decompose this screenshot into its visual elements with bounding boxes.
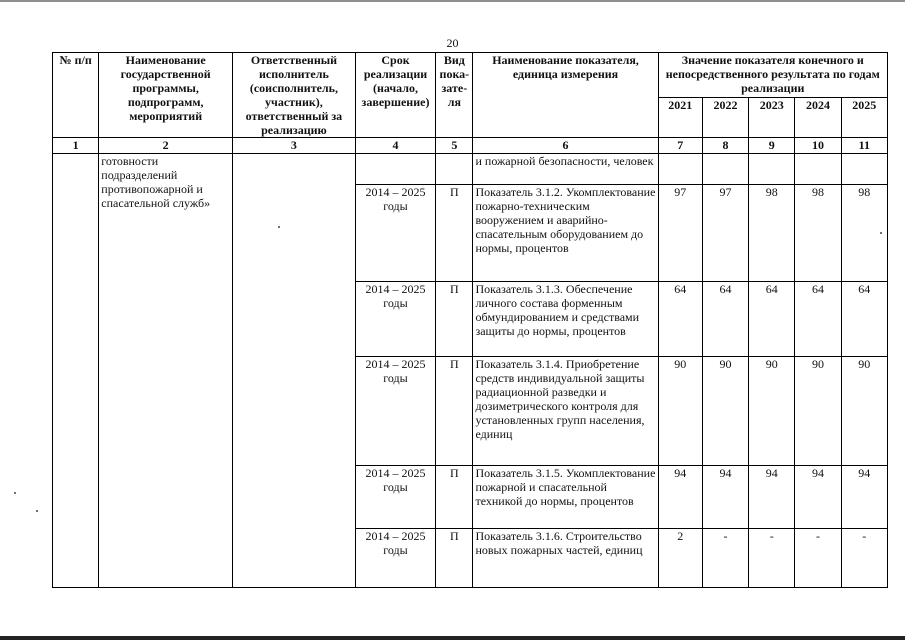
value-cell: 90 — [658, 357, 702, 466]
period-cell: 2014 – 2025 годы — [355, 185, 435, 282]
measure-name: готовности подразделений противопожарной и спасательной служб» — [99, 154, 233, 588]
type-cell — [436, 154, 473, 185]
header-indicator-name: Наименование показателя, единица измерения — [473, 53, 658, 138]
header-program-name: Наименование государственной программы, подпрограмм, мероприятий — [99, 53, 233, 138]
type-cell: П — [436, 357, 473, 466]
column-number: 11 — [841, 138, 887, 154]
type-cell: П — [436, 185, 473, 282]
executor-cell — [233, 154, 356, 588]
header-period: Срок реализации (начало, завершение) — [355, 53, 435, 138]
column-number: 4 — [355, 138, 435, 154]
scan-speck — [880, 232, 882, 234]
value-cell — [795, 154, 841, 185]
header-year: 2025 — [841, 98, 887, 138]
indicator-name: Показатель 3.1.2. Укомплектование пожарно-техническим вооружением и аварийно-спасательным оборудованием до нормы, процентов — [473, 185, 658, 282]
column-number: 9 — [749, 138, 795, 154]
value-cell — [749, 154, 795, 185]
header-year: 2023 — [749, 98, 795, 138]
value-cell: 97 — [702, 185, 748, 282]
value-cell: 97 — [658, 185, 702, 282]
column-number: 2 — [99, 138, 233, 154]
value-cell: 94 — [702, 466, 748, 529]
table-row — [53, 154, 888, 185]
value-cell: 98 — [749, 185, 795, 282]
value-cell: - — [749, 529, 795, 588]
value-cell: 64 — [702, 282, 748, 357]
header-number: № п/п — [53, 53, 99, 138]
header-year: 2024 — [795, 98, 841, 138]
value-cell — [702, 154, 748, 185]
value-cell: 64 — [658, 282, 702, 357]
indicators-table — [52, 52, 888, 588]
value-cell: 2 — [658, 529, 702, 588]
value-cell — [658, 154, 702, 185]
type-cell: П — [436, 529, 473, 588]
value-cell: 90 — [841, 357, 887, 466]
type-cell: П — [436, 282, 473, 357]
indicator-name: и пожарной безопасности, человек — [473, 154, 658, 185]
value-cell: 94 — [841, 466, 887, 529]
value-cell — [841, 154, 887, 185]
period-cell — [355, 154, 435, 185]
period-cell: 2014 – 2025 годы — [355, 466, 435, 529]
header-values: Значение показателя конечного и непосредственного результата по годам реализации — [658, 53, 887, 98]
scan-edge-bottom — [0, 636, 905, 640]
value-cell: 94 — [795, 466, 841, 529]
column-number: 7 — [658, 138, 702, 154]
value-cell: 90 — [795, 357, 841, 466]
value-cell: 94 — [749, 466, 795, 529]
value-cell: 64 — [749, 282, 795, 357]
header-year: 2022 — [702, 98, 748, 138]
scan-edge-top — [0, 0, 905, 2]
column-number: 3 — [233, 138, 356, 154]
row-number-cell — [53, 154, 99, 588]
value-cell: - — [795, 529, 841, 588]
value-cell: - — [841, 529, 887, 588]
type-cell: П — [436, 466, 473, 529]
value-cell: 94 — [658, 466, 702, 529]
page-number: 20 — [446, 36, 459, 50]
column-number: 8 — [702, 138, 748, 154]
scan-speck — [36, 510, 38, 512]
scan-speck — [14, 492, 16, 494]
period-cell: 2014 – 2025 годы — [355, 529, 435, 588]
header-year: 2021 — [658, 98, 702, 138]
value-cell: 98 — [795, 185, 841, 282]
indicator-name: Показатель 3.1.4. Приобретение средств индивидуальной защиты радиационной разведки и дозиметрического контроля для установленных групп населения, единиц — [473, 357, 658, 466]
indicator-name: Показатель 3.1.3. Обеспечение личного состава форменным обмундированием и средствами защиты до нормы, процентов — [473, 282, 658, 357]
value-cell: 90 — [749, 357, 795, 466]
column-number: 5 — [436, 138, 473, 154]
value-cell: - — [702, 529, 748, 588]
period-cell: 2014 – 2025 годы — [355, 357, 435, 466]
column-number: 1 — [53, 138, 99, 154]
value-cell: 64 — [795, 282, 841, 357]
indicator-name: Показатель 3.1.5. Укомплектование пожарной и спасательной техникой до нормы, процентов — [473, 466, 658, 529]
scan-speck — [278, 226, 280, 228]
column-number: 6 — [473, 138, 658, 154]
header-row — [53, 53, 888, 98]
header-indicator-type: Вид пока-зате-ля — [436, 53, 473, 138]
column-number: 10 — [795, 138, 841, 154]
period-cell: 2014 – 2025 годы — [355, 282, 435, 357]
indicator-name: Показатель 3.1.6. Строительство новых пожарных частей, единиц — [473, 529, 658, 588]
value-cell: 90 — [702, 357, 748, 466]
header-executor: Ответственный исполнитель (соисполнитель, участник), ответственный за реализацию — [233, 53, 356, 138]
column-number-row — [53, 138, 888, 154]
value-cell: 98 — [841, 185, 887, 282]
value-cell: 64 — [841, 282, 887, 357]
